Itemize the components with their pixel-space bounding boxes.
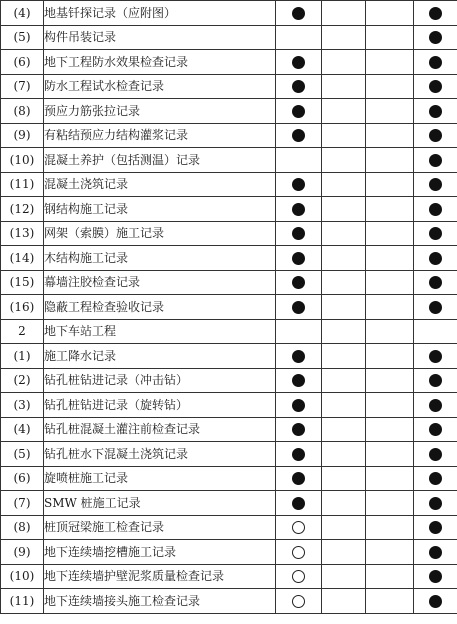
record-name: 地下连续墙挖槽施工记录	[44, 540, 276, 565]
filled-circle-icon	[429, 105, 442, 118]
table-row	[1, 540, 457, 565]
mark-cell	[414, 172, 457, 197]
mark-cell	[366, 221, 414, 246]
row-number: (16)	[1, 295, 44, 320]
filled-circle-icon	[292, 374, 305, 387]
record-name: 防水工程试水检查记录	[44, 74, 276, 99]
record-name: 钻孔桩钻进记录（旋转钻）	[44, 393, 276, 418]
mark-cell	[414, 221, 457, 246]
row-number: (6)	[1, 50, 44, 75]
mark-cell	[322, 442, 366, 467]
mark-cell	[322, 197, 366, 222]
mark-cell	[322, 589, 366, 614]
filled-circle-icon	[292, 301, 305, 314]
filled-circle-icon	[292, 350, 305, 363]
mark-cell	[414, 589, 457, 614]
mark-cell	[414, 270, 457, 295]
table-row	[1, 491, 457, 516]
table-row	[1, 221, 457, 246]
mark-cell	[414, 1, 457, 26]
mark-cell	[366, 417, 414, 442]
mark-cell	[322, 368, 366, 393]
row-number: (14)	[1, 246, 44, 271]
table-row	[1, 417, 457, 442]
mark-cell	[276, 148, 322, 173]
mark-cell	[276, 564, 322, 589]
row-number: (7)	[1, 491, 44, 516]
mark-cell	[322, 148, 366, 173]
table-row	[1, 368, 457, 393]
mark-cell	[414, 99, 457, 124]
table-row	[1, 515, 457, 540]
record-name: 地基钎探记录（应附图）	[44, 1, 276, 26]
mark-cell	[322, 50, 366, 75]
mark-cell	[322, 393, 366, 418]
mark-cell	[366, 589, 414, 614]
table-row	[1, 123, 457, 148]
filled-circle-icon	[429, 154, 442, 167]
record-name: 混凝土浇筑记录	[44, 172, 276, 197]
row-number: (9)	[1, 540, 44, 565]
mark-cell	[322, 295, 366, 320]
mark-cell	[366, 99, 414, 124]
table-row	[1, 172, 457, 197]
mark-cell	[322, 246, 366, 271]
mark-cell	[414, 540, 457, 565]
row-number: (4)	[1, 1, 44, 26]
mark-cell	[366, 393, 414, 418]
row-number: (15)	[1, 270, 44, 295]
mark-cell	[276, 172, 322, 197]
mark-cell	[276, 417, 322, 442]
table-row	[1, 442, 457, 467]
mark-cell	[366, 74, 414, 99]
mark-cell	[322, 1, 366, 26]
mark-cell	[322, 270, 366, 295]
mark-cell	[366, 148, 414, 173]
mark-cell	[366, 123, 414, 148]
mark-cell	[276, 319, 322, 344]
mark-cell	[322, 99, 366, 124]
mark-cell	[276, 1, 322, 26]
row-number: (11)	[1, 589, 44, 614]
mark-cell	[366, 172, 414, 197]
row-number: (9)	[1, 123, 44, 148]
mark-cell	[414, 442, 457, 467]
filled-circle-icon	[292, 423, 305, 436]
filled-circle-icon	[429, 31, 442, 44]
mark-cell	[366, 25, 414, 50]
mark-cell	[414, 123, 457, 148]
hollow-circle-icon	[292, 521, 305, 534]
record-name: 地下连续墙护壁泥浆质量检查记录	[44, 564, 276, 589]
hollow-circle-icon	[292, 595, 305, 608]
mark-cell	[414, 197, 457, 222]
record-name: 地下车站工程	[44, 319, 276, 344]
filled-circle-icon	[429, 276, 442, 289]
table-row	[1, 1, 457, 26]
row-number: 2	[1, 319, 44, 344]
mark-cell	[276, 515, 322, 540]
row-number: (2)	[1, 368, 44, 393]
mark-cell	[366, 344, 414, 369]
record-name: 隐蔽工程检查验收记录	[44, 295, 276, 320]
table-row	[1, 564, 457, 589]
mark-cell	[366, 295, 414, 320]
mark-cell	[414, 515, 457, 540]
mark-cell	[366, 1, 414, 26]
filled-circle-icon	[292, 448, 305, 461]
filled-circle-icon	[429, 423, 442, 436]
table-row	[1, 466, 457, 491]
hollow-circle-icon	[292, 570, 305, 583]
table-row	[1, 99, 457, 124]
filled-circle-icon	[429, 227, 442, 240]
mark-cell	[276, 197, 322, 222]
filled-circle-icon	[429, 374, 442, 387]
filled-circle-icon	[429, 595, 442, 608]
row-number: (6)	[1, 466, 44, 491]
table-row	[1, 25, 457, 50]
mark-cell	[414, 148, 457, 173]
mark-cell	[414, 295, 457, 320]
filled-circle-icon	[429, 497, 442, 510]
filled-circle-icon	[429, 546, 442, 559]
table-row	[1, 393, 457, 418]
mark-cell	[366, 246, 414, 271]
record-name: 钢结构施工记录	[44, 197, 276, 222]
mark-cell	[414, 74, 457, 99]
mark-cell	[276, 25, 322, 50]
table-row	[1, 197, 457, 222]
record-name: 钻孔桩水下混凝土浇筑记录	[44, 442, 276, 467]
mark-cell	[276, 123, 322, 148]
filled-circle-icon	[292, 276, 305, 289]
mark-cell	[322, 515, 366, 540]
filled-circle-icon	[429, 80, 442, 93]
filled-circle-icon	[429, 203, 442, 216]
record-name: 地下连续墙接头施工检查记录	[44, 589, 276, 614]
record-name: 施工降水记录	[44, 344, 276, 369]
filled-circle-icon	[429, 56, 442, 69]
row-number: (10)	[1, 564, 44, 589]
mark-cell	[366, 515, 414, 540]
mark-cell	[414, 466, 457, 491]
table-row	[1, 319, 457, 344]
table-body	[1, 1, 457, 614]
row-number: (5)	[1, 442, 44, 467]
filled-circle-icon	[292, 105, 305, 118]
mark-cell	[322, 491, 366, 516]
mark-cell	[322, 344, 366, 369]
record-name: 钻孔桩混凝土灌注前检查记录	[44, 417, 276, 442]
mark-cell	[414, 368, 457, 393]
mark-cell	[414, 50, 457, 75]
filled-circle-icon	[292, 497, 305, 510]
mark-cell	[322, 74, 366, 99]
mark-cell	[276, 442, 322, 467]
record-name: 桩顶冠梁施工检查记录	[44, 515, 276, 540]
filled-circle-icon	[429, 252, 442, 265]
filled-circle-icon	[292, 129, 305, 142]
table-row	[1, 246, 457, 271]
mark-cell	[366, 540, 414, 565]
mark-cell	[322, 25, 366, 50]
row-number: (7)	[1, 74, 44, 99]
row-number: (12)	[1, 197, 44, 222]
row-number: (1)	[1, 344, 44, 369]
mark-cell	[366, 197, 414, 222]
mark-cell	[414, 344, 457, 369]
mark-cell	[276, 466, 322, 491]
row-number: (8)	[1, 515, 44, 540]
row-number: (10)	[1, 148, 44, 173]
record-name: 构件吊装记录	[44, 25, 276, 50]
row-number: (11)	[1, 172, 44, 197]
row-number: (4)	[1, 417, 44, 442]
row-number: (8)	[1, 99, 44, 124]
mark-cell	[366, 50, 414, 75]
mark-cell	[322, 221, 366, 246]
mark-cell	[276, 295, 322, 320]
mark-cell	[322, 466, 366, 491]
record-name: 预应力筋张拉记录	[44, 99, 276, 124]
table-row	[1, 589, 457, 614]
filled-circle-icon	[292, 178, 305, 191]
mark-cell	[366, 491, 414, 516]
table-row	[1, 270, 457, 295]
filled-circle-icon	[292, 399, 305, 412]
table-row	[1, 295, 457, 320]
filled-circle-icon	[292, 252, 305, 265]
filled-circle-icon	[292, 472, 305, 485]
mark-cell	[322, 564, 366, 589]
filled-circle-icon	[429, 129, 442, 142]
filled-circle-icon	[292, 227, 305, 240]
filled-circle-icon	[429, 472, 442, 485]
filled-circle-icon	[292, 56, 305, 69]
filled-circle-icon	[292, 7, 305, 20]
record-name: 旋喷桩施工记录	[44, 466, 276, 491]
mark-cell	[322, 540, 366, 565]
mark-cell	[276, 491, 322, 516]
mark-cell	[414, 491, 457, 516]
table-row	[1, 74, 457, 99]
record-name: 混凝土养护（包括测温）记录	[44, 148, 276, 173]
mark-cell	[276, 74, 322, 99]
filled-circle-icon	[429, 178, 442, 191]
mark-cell	[366, 564, 414, 589]
filled-circle-icon	[429, 7, 442, 20]
filled-circle-icon	[292, 203, 305, 216]
mark-cell	[414, 417, 457, 442]
mark-cell	[276, 50, 322, 75]
record-name: 地下工程防水效果检查记录	[44, 50, 276, 75]
row-number: (3)	[1, 393, 44, 418]
filled-circle-icon	[429, 301, 442, 314]
mark-cell	[276, 221, 322, 246]
mark-cell	[414, 25, 457, 50]
filled-circle-icon	[429, 570, 442, 583]
table-row	[1, 148, 457, 173]
table-row	[1, 50, 457, 75]
filled-circle-icon	[429, 350, 442, 363]
record-name: 钻孔桩钻进记录（冲击钻）	[44, 368, 276, 393]
mark-cell	[322, 319, 366, 344]
record-name: 木结构施工记录	[44, 246, 276, 271]
mark-cell	[366, 270, 414, 295]
row-number: (5)	[1, 25, 44, 50]
mark-cell	[322, 417, 366, 442]
mark-cell	[322, 172, 366, 197]
filled-circle-icon	[429, 448, 442, 461]
mark-cell	[276, 344, 322, 369]
mark-cell	[276, 368, 322, 393]
mark-cell	[414, 319, 457, 344]
table-row	[1, 344, 457, 369]
mark-cell	[366, 368, 414, 393]
mark-cell	[276, 393, 322, 418]
mark-cell	[276, 99, 322, 124]
mark-cell	[322, 123, 366, 148]
record-name: SMW 桩施工记录	[44, 491, 276, 516]
record-name: 有粘结预应力结构灌浆记录	[44, 123, 276, 148]
filled-circle-icon	[292, 80, 305, 93]
record-name: 幕墙注胶检查记录	[44, 270, 276, 295]
filled-circle-icon	[429, 521, 442, 534]
mark-cell	[366, 442, 414, 467]
mark-cell	[414, 393, 457, 418]
mark-cell	[414, 564, 457, 589]
mark-cell	[276, 540, 322, 565]
mark-cell	[276, 270, 322, 295]
record-name: 网架（索膜）施工记录	[44, 221, 276, 246]
mark-cell	[366, 319, 414, 344]
filled-circle-icon	[429, 399, 442, 412]
row-number: (13)	[1, 221, 44, 246]
mark-cell	[414, 246, 457, 271]
mark-cell	[366, 466, 414, 491]
mark-cell	[276, 589, 322, 614]
mark-cell	[276, 246, 322, 271]
hollow-circle-icon	[292, 546, 305, 559]
